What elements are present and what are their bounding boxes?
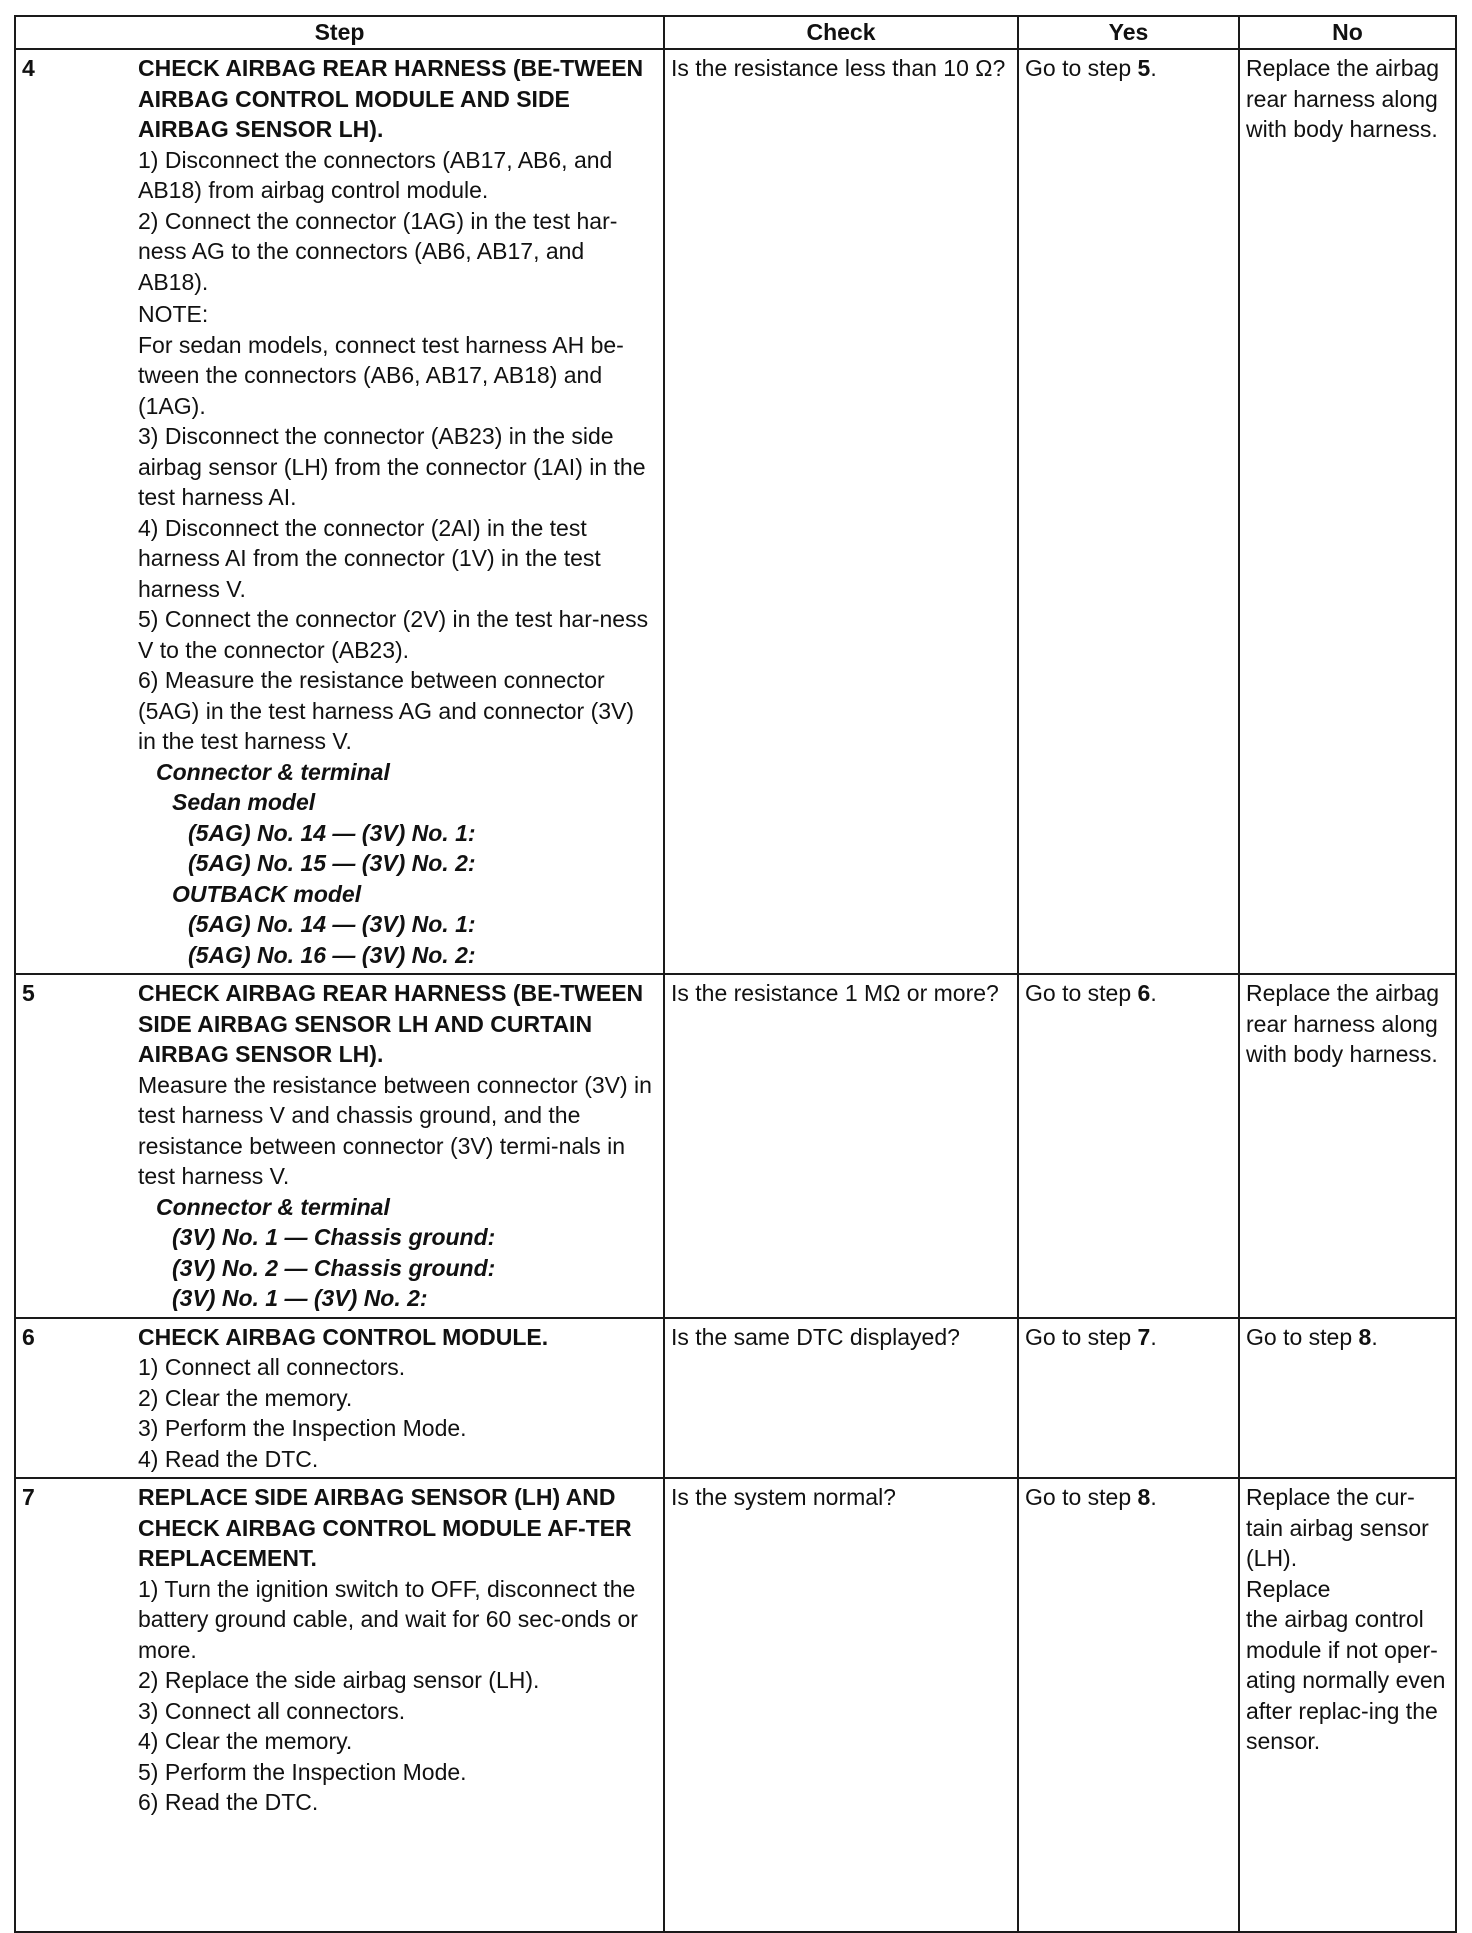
step-instruction: 3) Perform the Inspection Mode.: [138, 1415, 467, 1441]
check-cell: Is the resistance 1 MΩ or more?: [664, 974, 1018, 1318]
step-instruction: 4) Disconnect the connector (2AI) in the test harness AI from the connector (1V) in the test harness V.: [138, 514, 601, 602]
step-instruction: 4) Clear the memory.: [138, 1728, 353, 1754]
yes-step-number: 6: [1137, 980, 1151, 1006]
terminal-heading: Connector & terminal: [156, 1193, 390, 1220]
check-cell: Is the resistance less than 10 Ω?: [664, 49, 1018, 974]
yes-text: Go to step: [1025, 980, 1138, 1006]
yes-suffix: .: [1150, 980, 1157, 1006]
check-cell: Is the same DTC displayed?: [664, 1318, 1018, 1479]
step-instruction: 3) Disconnect the connector (AB23) in the side airbag sensor (LH) from the connector (1AI) in the test harness AI.: [138, 423, 646, 510]
header-yes: Yes: [1018, 16, 1239, 49]
header-check: Check: [664, 16, 1018, 49]
terminal-pair: (3V) No. 2 — Chassis ground:: [172, 1254, 496, 1281]
note-label: NOTE:: [138, 301, 209, 327]
step-instruction: 5) Perform the Inspection Mode.: [138, 1758, 467, 1785]
header-row: [15, 16, 1456, 49]
yes-suffix: .: [1150, 55, 1157, 81]
step-title: CHECK AIRBAG REAR HARNESS (BE-TWEEN SIDE AIRBAG SENSOR LH AND CURTAIN AIRBAG SENSOR LH).: [138, 980, 644, 1067]
no-cell: [1239, 1318, 1456, 1479]
table-row-step-4: [15, 49, 1456, 974]
no-text: Replace the cur-tain airbag sensor (LH).: [1246, 1484, 1429, 1571]
no-cell: Replace the airbag rear harness along with body harness.: [1239, 49, 1456, 974]
terminal-pair: (3V) No. 1 — Chassis ground:: [172, 1224, 496, 1250]
yes-text: Go to step: [1025, 55, 1138, 81]
step-instruction: Measure the resistance between connector (3V) in test harness V and chassis ground, and the resistance between connector (3V) termi-nals in test harness V.: [138, 1071, 652, 1189]
step-instruction: 1) Disconnect the connectors (AB17, AB6, and AB18) from airbag control module.: [138, 146, 613, 203]
step-title: CHECK AIRBAG REAR HARNESS (BE-TWEEN AIRBAG CONTROL MODULE AND SIDE AIRBAG SENSOR LH).: [138, 55, 644, 142]
step-instruction: 1) Turn the ignition switch to OFF, disconnect the battery ground cable, and wait for 60 sec-onds or more.: [138, 1575, 638, 1663]
diagnostic-page: [14, 15, 1455, 1915]
note-text: For sedan models, connect test harness AH be-tween the connectors (AB6, AB17, AB18) and (1AG).: [138, 331, 624, 419]
step-instruction: 2) Clear the memory.: [138, 1384, 353, 1411]
table-row-step-6: [15, 1318, 1456, 1479]
yes-text: Go to step: [1025, 1323, 1138, 1350]
header-no: No: [1239, 16, 1456, 49]
no-step-number: 8: [1358, 1323, 1372, 1350]
step-instruction: 6) Read the DTC.: [138, 1789, 319, 1815]
step-cell: [15, 974, 664, 1318]
step-instruction: 1) Connect all connectors.: [138, 1354, 406, 1380]
step-cell: [15, 49, 664, 974]
table-row-step-7: [15, 1478, 1456, 1932]
no-cell: [1239, 1478, 1456, 1932]
table-row-step-5: [15, 974, 1456, 1318]
yes-step-number: 7: [1137, 1323, 1151, 1350]
diagnostic-table: [14, 15, 1457, 1933]
step-instruction: 3) Connect all connectors.: [138, 1697, 406, 1724]
terminal-pair: (3V) No. 1 — (3V) No. 2:: [172, 1285, 428, 1311]
header-step: Step: [15, 16, 664, 49]
yes-cell: [1018, 1478, 1239, 1932]
step-title: REPLACE SIDE AIRBAG SENSOR (LH) AND CHECK AIRBAG CONTROL MODULE AF-TER REPLACEMENT.: [138, 1484, 632, 1571]
yes-suffix: .: [1150, 1484, 1157, 1510]
terminal-model: Sedan model: [172, 789, 316, 815]
step-number: 6: [22, 1323, 35, 1350]
no-text: Go to step: [1246, 1323, 1359, 1350]
no-suffix: .: [1371, 1323, 1378, 1350]
step-instruction: 2) Connect the connector (1AG) in the test har-ness AG to the connectors (AB6, AB17, and AB18).: [138, 207, 618, 295]
terminal-pair: (5AG) No. 14 — (3V) No. 1:: [188, 911, 476, 937]
terminal-model: OUTBACK model: [172, 880, 362, 907]
step-instruction: 5) Connect the connector (2V) in the test har-ness V to the connector (AB23).: [138, 606, 649, 663]
terminal-pair: (5AG) No. 14 — (3V) No. 1:: [188, 819, 476, 846]
step-body: [138, 1322, 657, 1475]
step-number: 5: [22, 980, 35, 1006]
step-instruction: 6) Measure the resistance between connector (5AG) in the test harness AG and connector (3V) in the test harness V.: [138, 667, 635, 754]
yes-cell: [1018, 974, 1239, 1318]
yes-cell: [1018, 49, 1239, 974]
step-cell: [15, 1318, 664, 1479]
step-title: CHECK AIRBAG CONTROL MODULE.: [138, 1323, 549, 1350]
step-instruction: 4) Read the DTC.: [138, 1445, 319, 1472]
step-body: [138, 53, 657, 970]
step-instruction: 2) Replace the side airbag sensor (LH).: [138, 1667, 540, 1693]
no-text: Replace: [1246, 1575, 1331, 1602]
no-cell: Replace the airbag rear harness along with body harness.: [1239, 974, 1456, 1318]
yes-step-number: 5: [1137, 55, 1151, 81]
check-cell: Is the system normal?: [664, 1478, 1018, 1932]
terminal-pair: (5AG) No. 15 — (3V) No. 2:: [188, 850, 476, 876]
terminal-heading: Connector & terminal: [156, 758, 390, 785]
step-body: [138, 978, 657, 1314]
yes-suffix: .: [1150, 1323, 1157, 1350]
yes-step-number: 8: [1137, 1484, 1151, 1510]
yes-text: Go to step: [1025, 1484, 1138, 1510]
terminal-pair: (5AG) No. 16 — (3V) No. 2:: [188, 941, 476, 968]
no-text: the airbag control module if not oper-ating normally even after replac-ing the sensor.: [1246, 1606, 1446, 1754]
step-number: 4: [22, 55, 35, 81]
yes-cell: [1018, 1318, 1239, 1479]
step-body: [138, 1482, 657, 1818]
step-number: 7: [22, 1484, 35, 1510]
step-cell: [15, 1478, 664, 1932]
